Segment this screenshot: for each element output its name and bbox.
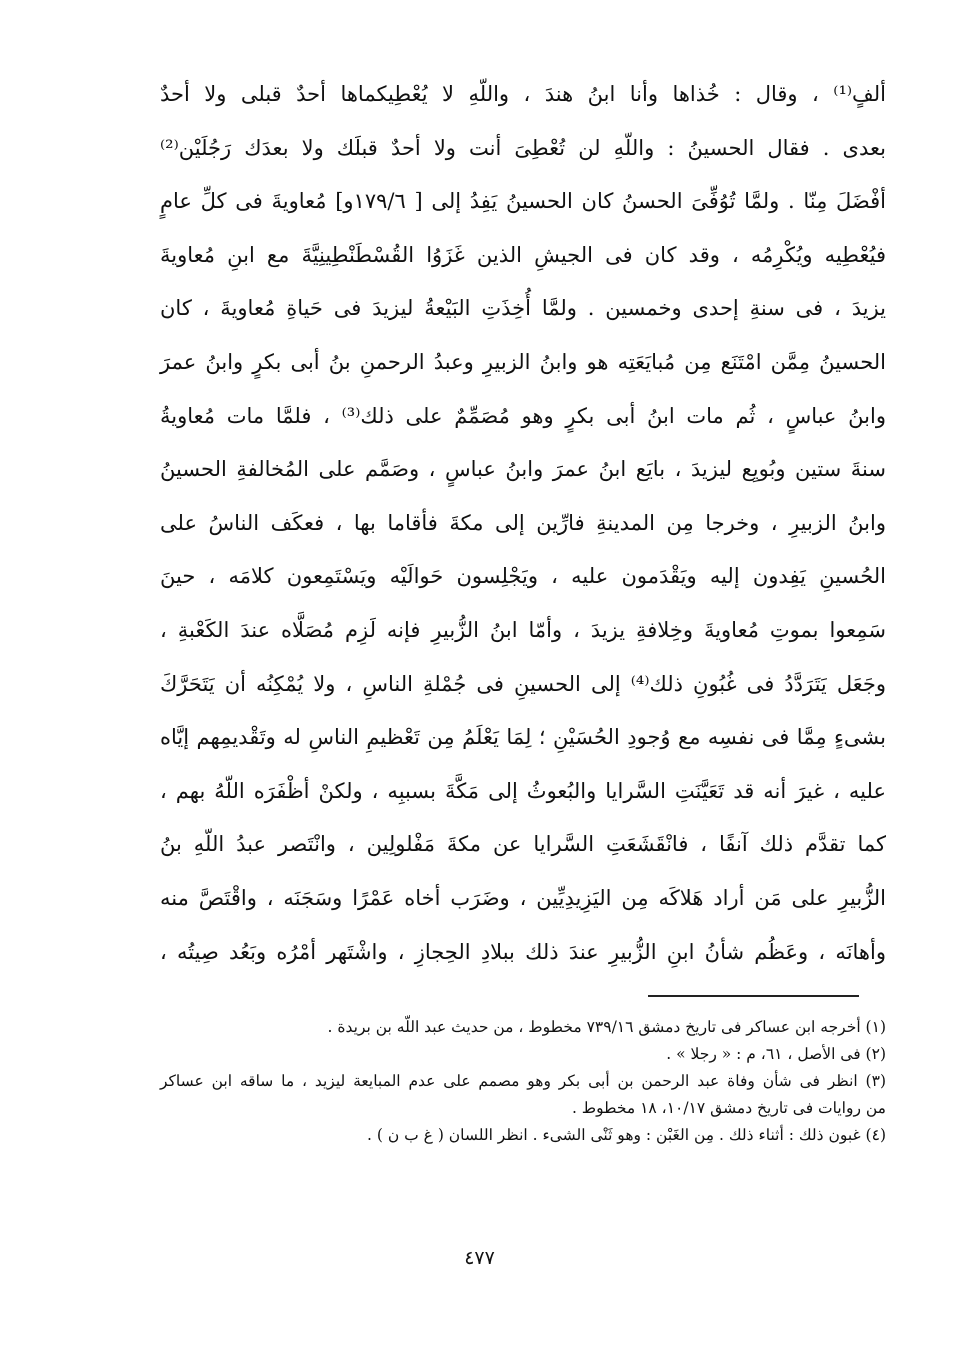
footnotes-block [160, 1014, 886, 1149]
text-line: وابنُ الزبيرِ ، وخرجا مِن المدينةِ فارِّين إلى مكةَ فأقاما بها ، فعكَف الناسُ على [160, 510, 886, 535]
text-line: وأهانَه ، وعَظُم شأنُ ابنِ الزُّبيرِ عندَ ذلك ببلادِ الحِجازِ ، واشْتَهر أمْرُه وبَعُد صِيتُه ، [160, 939, 886, 964]
text-line: وابنُ عباسٍ ، ثُم مات ابنُ أبى بكرٍ وهو مُصَمِّمٌ على ذلك⁽³⁾ ، فلمَّا مات مُعاويةُ [160, 403, 886, 428]
text-line: وجَعَل يَتَرَدَّدُ فى غُبُونِ ذلك⁽⁴⁾ إلى الحسينِ فى جُمْلةِ الناسِ ، ولا يُمْكِنُه أن يَتَحَرَّكَ [160, 671, 887, 696]
text-line: ألفٍ⁽¹⁾ ، وقال : خُذاها وأنا ابنُ هندَ ، واللّهِ لا يُعْطِيكماها أحدٌ قبلى ولا أحدٌ [160, 82, 886, 106]
text-line: فيُعْطِيه ويُكْرِمُه ، وقد كان فى الجيشِ الذين غَزَوُا القُسْطَنْطِينِيَّةَ مع ابنِ مُعاويةَ [160, 242, 886, 267]
footnote-2: (٢) فى الأصل ، ٦١، م : « رجلا » . [666, 1045, 886, 1063]
main-text-block [160, 68, 886, 979]
text-line: بشىءٍ مِمَّا فى نفسِه مع وُجودِ الحُسَيْنِ ؛ لِمَا يَعْلَمُ مِن تَعْظيمِ الناسِ له وتَقْديمِهم إيَّاه [160, 725, 886, 750]
page-number: ٤٧٧ [464, 1247, 495, 1269]
text-line: عليه ، غيرَ أنه قد تَعَيَّنَتِ السَّرايا والبُعوثُ إلى مَكَّةَ بسببِه ، ولكنْ أظْفَرَه اللّهُ بهم ، [160, 778, 886, 803]
text-line: أفْضَلَ مِنّا . ولمَّا تُوُفِّىَ الحسنُ كان الحسينُ يَفِدُ إلى [ ١٧٩/٦و] مُعاويةَ فى كلِّ عامٍ [160, 189, 887, 214]
text-line: سنةَ ستين وبُويِع ليزيدَ ، بايَع ابنُ عمرَ وابنُ عباسٍ ، وصَمَّم على المُخالفةِ الحسينُ [160, 457, 886, 482]
text-line: الحُسينِ يَفِدون إليه ويَقْدَمون عليه ، ويَجْلِسون حَوالَيْه ويَسْتَمِعون كلامَه ، حينَ [160, 564, 886, 589]
text-line: كما تقدَّم ذلك آنفًا ، فانْقَشَعَتِ السَّرايا عن مكةَ مَفْلولِين ، وانْتَصر عبدُ اللّهِ بنُ [160, 832, 886, 857]
footnote-3: (٣) انظر فى شأن وفاة عبد الرحمن بن أبى بكر وهو مصمم على عدم المبايعة ليزيد ، ما ساقه ابن عساكر [160, 1072, 886, 1090]
text-line: سَمِعوا بموتِ مُعاويةَ وخِلافةِ يزيدَ ، وأمّا ابنُ الزُّبيرِ فإنه لَزِم مُصَلَّاه عندَ الكَعْبةِ ، [160, 617, 886, 642]
footnote-4: (٤) غبون ذلك : أثناء ذلك . مِن الغَبْن : وهو ثَنْى الشىء . انظر اللسان ( غ ب ن ) . [366, 1126, 886, 1144]
text-line: الزُّبيرِ على مَن أراد هَلاكَه مِن اليَزِيدِيِّين ، وضَرَب أخاه عَمْرًا وسَجَنَه ، واقْتَصَّ منه [160, 885, 886, 910]
text-line: بعدى . فقال الحسينُ : واللّهِ لن تُعْطِىَ أنت ولا أحدٌ قبلَك ولا بعدَك رَجُلَيْن⁽²⁾ [160, 135, 886, 160]
footnote-3-continued: من روايات فى تاريخ دمشق ١٠/١٧، ١٨ مخطوط . [571, 1099, 886, 1117]
text-line: الحسينُ مِمَّن امْتَنَع مِن مُبايَعَتِه هو وابنُ الزبيرِ وعبدُ الرحمنِ بنُ أبى بكرٍ وابنُ عمرَ [160, 349, 886, 374]
text-line: يزيدَ ، فى سنةِ إحدى وخمسين . ولمَّا أُخِذَتِ البَيْعةُ ليزيدَ فى حَياةِ مُعاويةَ ، كان [160, 296, 886, 321]
footnote-1: (١) أخرجه ابن عساكر فى تاريخ دمشق ٧٣٩/١٦ مخطوط ، من حديث عبد اللّه بن بريدة . [327, 1018, 886, 1036]
footnote-divider [648, 995, 859, 997]
